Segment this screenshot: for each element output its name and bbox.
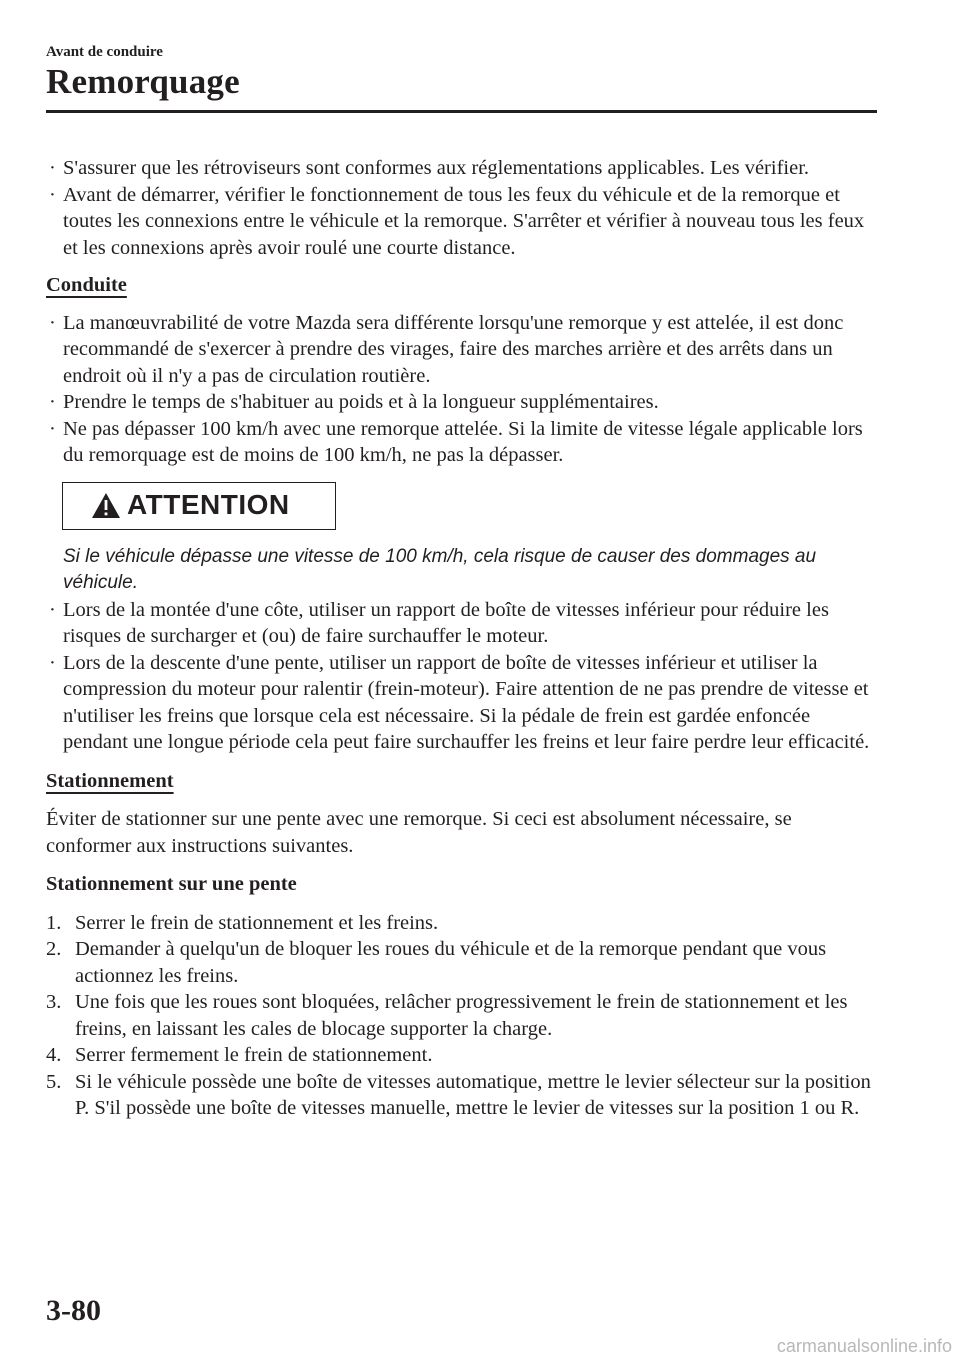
list-item: · Avant de démarrer, vérifier le fonctionnement de tous les feux du véhicule et de la remorque et toutes les connexions entre le véhicule et la remorque. S'arrêter et vérifier à nouveau tous les feux et les connexions après avoir roulé une courte distance. xyxy=(49,183,865,259)
list-item: · Lors de la montée d'une côte, utiliser un rapport de boîte de vitesses inférieur pour réduire les risques de surcharger et (ou) de faire surchauffer le moteur. xyxy=(49,598,829,647)
section-label: Avant de conduire xyxy=(46,44,163,60)
step-item: 3. Une fois que les roues sont bloquées, relâcher progressivement le frein de stationnement et les freins, en laissant les cales de blocage supporter la charge. xyxy=(46,991,848,1040)
attention-box xyxy=(62,482,336,530)
attention-label: ATTENTION xyxy=(127,489,290,521)
list-item: · Prendre le temps de s'habituer au poids et à la longueur supplémentaires. xyxy=(49,391,659,413)
step-item: 2. Demander à quelqu'un de bloquer les roues du véhicule et de la remorque pendant que vous actionnez les freins. xyxy=(46,938,827,987)
step-item: 4. Serrer fermement le frein de stationnement. xyxy=(46,1044,433,1066)
stationnement-paragraph: Éviter de stationner sur une pente avec une remorque. Si ceci est absolument nécessaire, se conformer aux instructions suivantes. xyxy=(46,808,792,857)
step-item: 1. Serrer le frein de stationnement et les freins. xyxy=(46,911,439,934)
list-item: · S'assurer que les rétroviseurs sont conformes aux réglementations applicables. Les vérifier. xyxy=(49,157,810,179)
list-item: · Lors de la descente d'une pente, utiliser un rapport de boîte de vitesses inférieur et utiliser la compression du moteur pour ralentir (frein-moteur). Faire attention de ne pas prendre de vitesse et n'utiliser les freins que lorsque cela est nécessaire. Si la pédale de frein est gardée enfoncée pendant une longue période cela peut faire surchauffer les freins et leur faire perdre leur efficacité. xyxy=(49,651,870,753)
subheading-pente: Stationnement sur une pente xyxy=(46,873,297,895)
page-content xyxy=(46,155,877,1122)
page-title: Remorquage xyxy=(46,62,240,101)
list-item: · La manœuvrabilité de votre Mazda sera différente lorsqu'une remorque y est attelée, il est donc recommandé de s'exercer à prendre des virages, faire des marches arrière et des arrêts dans un endroit où il n'y a pas de circulation routière. xyxy=(49,311,844,387)
attention-text: Si le véhicule dépasse une vitesse de 100 km/h, cela risque de causer des dommages au véhicule. xyxy=(63,545,817,593)
page-number: 3-80 xyxy=(46,1294,101,1327)
warning-triangle-icon xyxy=(91,492,121,519)
heading-conduite: Conduite xyxy=(46,274,127,296)
heading-stationnement: Stationnement xyxy=(46,769,174,792)
step-item: 5. Si le véhicule possède une boîte de vitesses automatique, mettre le levier sélecteur sur la position P. S'il possède une boîte de vitesses manuelle, mettre le levier de vitesses sur la position 1 ou R. xyxy=(46,1070,871,1119)
list-item: · Ne pas dépasser 100 km/h avec une remorque attelée. Si la limite de vitesse légale applicable lors du remorquage est de moins de 100 km/h, ne pas la dépasser. xyxy=(49,417,863,466)
title-divider xyxy=(46,110,877,113)
watermark: carmanualsonline.info xyxy=(776,1336,952,1356)
